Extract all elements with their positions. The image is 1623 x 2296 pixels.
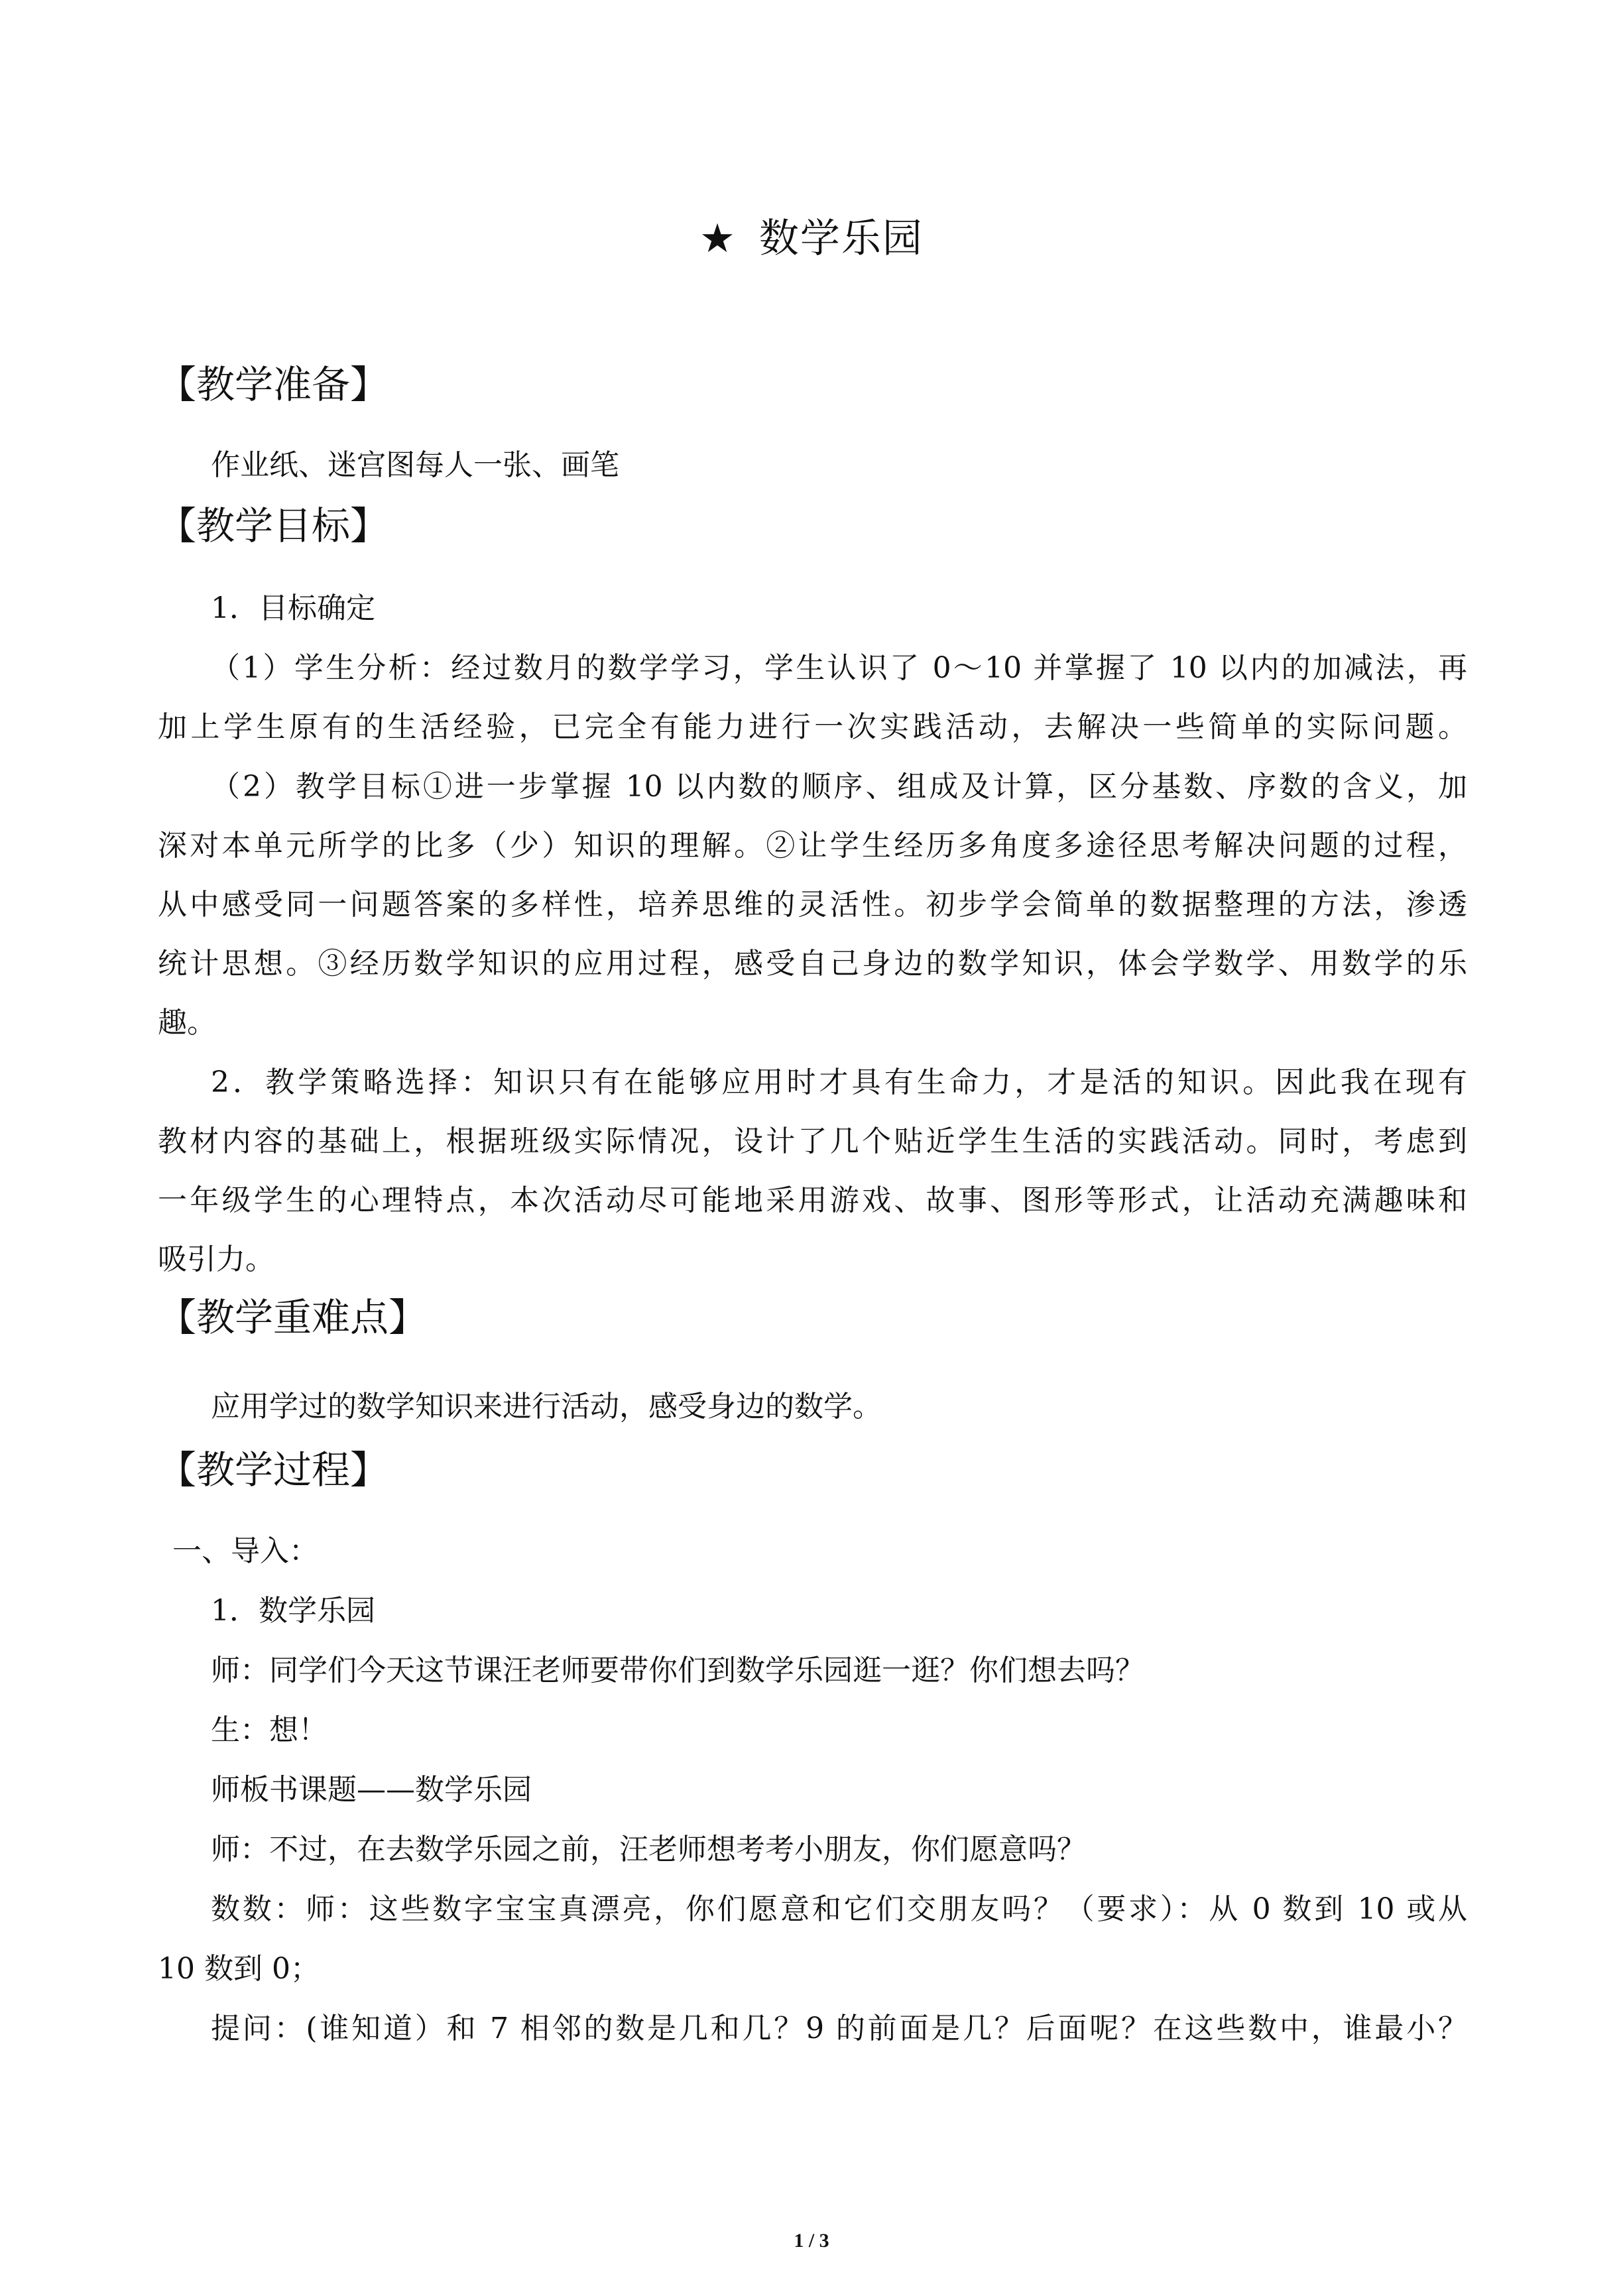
- page-number: 1 / 3: [794, 2230, 829, 2252]
- star-icon: ★: [699, 215, 737, 262]
- process-line-6: 师：不过，在去数学乐园之前，汪老师想考考小朋友，你们愿意吗？: [211, 1833, 1086, 1866]
- goals-p1-line2: 加上学生原有的生活经验，已完全有能力进行一次实践活动，去解决一些简单的实际问题。: [158, 710, 1467, 744]
- heading-goals: 【教学目标】: [158, 503, 389, 548]
- process-line-5: 师板书课题——数学乐园: [211, 1773, 532, 1807]
- page-title: [0, 211, 1623, 267]
- goals-p2-line3: 从中感受同一问题答案的多样性，培养思维的灵活性。初步学会简单的数据整理的方法，渗透: [158, 888, 1467, 922]
- key-text: 应用学过的数学知识来进行活动，感受身边的数学。: [211, 1390, 882, 1423]
- process-line-4: 生：想！: [211, 1713, 328, 1747]
- goals-p2-line5: 趣。: [158, 1006, 216, 1040]
- goals-p2-line1: （2）教学目标①进一步掌握 10 以内数的顺序、组成及计算，区分基数、序数的含义，加: [211, 770, 1467, 804]
- goals-p3-line1: 2．教学策略选择：知识只有在能够应用时才具有生命力，才是活的知识。因此我在现有: [211, 1065, 1467, 1099]
- goals-p2-line2: 深对本单元所学的比多（少）知识的理解。②让学生经历多角度多途径思考解决问题的过程，: [158, 829, 1467, 863]
- process-line-8: 10 数到 0；: [158, 1952, 320, 1986]
- process-line-3: 师：同学们今天这节课汪老师要带你们到数学乐园逛一逛？你们想去吗？: [211, 1654, 1144, 1687]
- process-line-2: 1．数学乐园: [211, 1594, 375, 1628]
- goals-p3-line2: 教材内容的基础上，根据班级实际情况，设计了几个贴近学生生活的实践活动。同时，考虑到: [158, 1124, 1467, 1158]
- goals-p1-line1: （1）学生分析：经过数月的数学学习，学生认识了 0～10 并掌握了 10 以内的加减法，再: [211, 651, 1467, 685]
- heading-key: 【教学重难点】: [158, 1295, 428, 1340]
- goals-item-1: 1．目标确定: [211, 591, 375, 625]
- goals-p2-line4: 统计思想。③经历数学知识的应用过程，感受自己身边的数学知识，体会学数学、用数学的乐: [158, 947, 1467, 981]
- goals-p3-line3: 一年级学生的心理特点，本次活动尽可能地采用游戏、故事、图形等形式，让活动充满趣味和: [158, 1183, 1467, 1217]
- heading-prep: 【教学准备】: [158, 362, 389, 407]
- prep-text: 作业纸、迷宫图每人一张、画笔: [211, 448, 619, 482]
- process-line-1: 一、导入：: [172, 1534, 318, 1568]
- title-text: 数学乐园: [758, 215, 924, 262]
- process-line-9: 提问：(谁知道）和 7 相邻的数是几和几？9 的前面是几？后面呢？在这些数中，谁最小？: [211, 2012, 1467, 2045]
- goals-p3-line4: 吸引力。: [158, 1242, 274, 1276]
- process-line-7: 数数：师：这些数字宝宝真漂亮，你们愿意和它们交朋友吗？（要求）：从 0 数到 10 或从: [211, 1892, 1467, 1926]
- heading-process: 【教学过程】: [158, 1447, 389, 1492]
